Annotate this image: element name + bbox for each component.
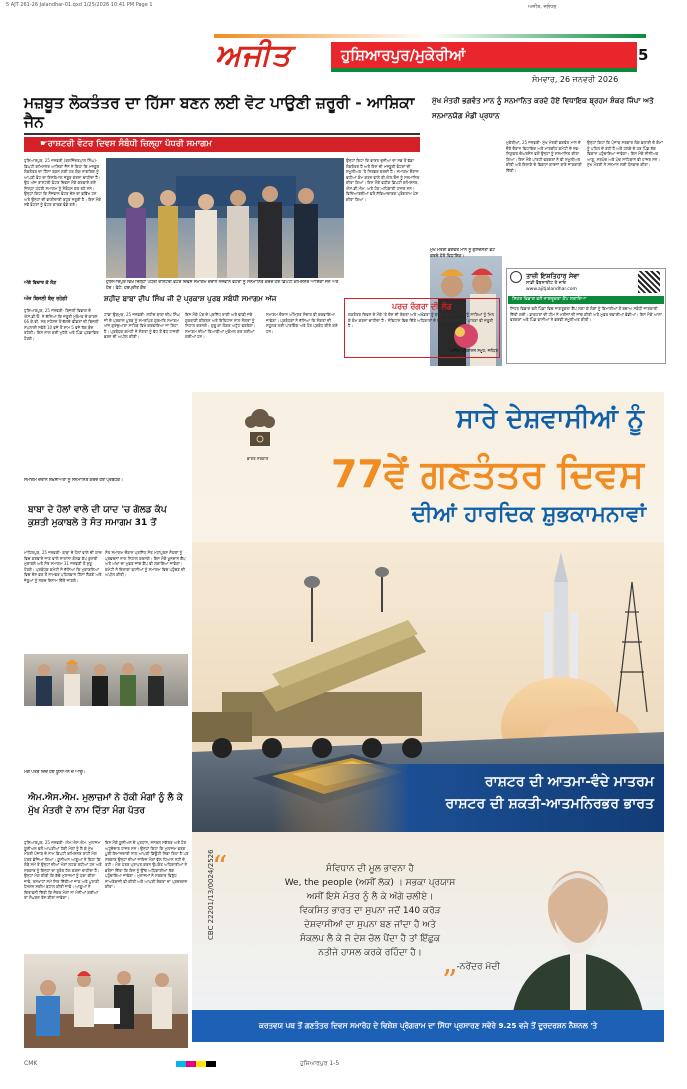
main-headline: ਮਜ਼ਬੂਤ ਲੋਕਤੰਤਰ ਦਾ ਹਿੱਸਾ ਬਣਨ ਲਈ ਵੋਟ ਪਾਉਣੀ ਜ਼ਰੂਰੀ - ਆਸ਼ਿਕਾ ਜੈਨ <box>24 94 415 131</box>
pm-portrait <box>492 847 664 1017</box>
main-subhead: ☛ਰਾਸ਼ਟਰੀ ਵੋਟਰ ਦਿਵਸ ਸੰਬੰਧੀ ਜ਼ਿਲ੍ਹਾ ਪੱਧਰੀ ਸਮਾਗਮ <box>24 137 420 152</box>
left-story2-col1: ਮਾਹਿਲਪੁਰ, 25 ਜਨਵਰੀ- ਬਾਬਾ ਦੇ ਹੋਲਾਂ ਵਾਲੇ ਦੀ ਯਾਦ ਵਿਚ ਕਰਵਾਏ ਜਾਣ ਵਾਲੇ ਸਾਲਾਨਾ ਗੋਲਡ ਕੱਪ ਕੁਸ਼ਤੀ ਮੁਕਾਬਲੇ ਅਤੇ ਸੰਤ ਸਮਾਗਮ 31 ਜਨਵਰੀ ਤੋਂ ਸ਼ੁਰੂ ਹੋਣਗੇ। ਪ੍ਰਬੰਧਕ ਕਮੇਟੀ ਨੇ ਦੱਸਿਆ ਕਿ ਮੁਕਾਬਲਿਆਂ ਵਿਚ ਦੇਸ਼ ਭਰ ਤੋਂ ਨਾਮਵਰ ਪਹਿਲਵਾਨ ਹਿੱਸਾ ਲੈਣਗੇ ਅਤੇ ਜੇਤੂਆਂ ਨੂੰ ਨਕਦ ਇਨਾਮ ਦਿੱਤੇ ਜਾਣਗੇ। <box>24 550 102 583</box>
people-silhouettes <box>106 158 344 278</box>
ad-greeting-line2: 77ਵੇਂ ਗਣਤੰਤਰ ਦਿਵਸ <box>330 452 644 496</box>
left-photo2-caption: ਮੰਗ ਪੱਤਰ ਦਿੰਦੇ ਹੋਏ ਯੂਨੀਅਨ ਦੇ ਆਗੂ। <box>24 770 86 775</box>
ad-slogan-1: ਰਾਸ਼ਟਰ ਦੀ ਆਤਮਾ-ਵੰਦੇ ਮਾਤਰਮ <box>484 774 654 790</box>
left-head-power: ਅੱਜ ਬਿਜਲੀ ਬੰਦ ਰਹੇਗੀ <box>24 296 68 302</box>
left-story2-col2: ਸੰਤ ਸਮਾਗਮ ਦੌਰਾਨ ਪ੍ਰਸਿੱਧ ਸੰਤ ਮਹਾਂਪੁਰਸ਼ ਸੰਗਤਾਂ ਨੂੰ ਪ੍ਰਵਚਨਾਂ ਨਾਲ ਨਿਹਾਲ ਕਰਨਗੇ। ਇਸ ਮੌਕੇ ਖੂਨਦਾਨ ਕੈਂਪ ਅਤੇ ਅੱਖਾਂ ਦਾ ਮੁਫ਼ਤ ਜਾਂਚ ਕੈਂਪ ਵੀ ਲਗਾਇਆ ਜਾਵੇਗਾ। ਕਮੇਟੀ ਨੇ ਇਲਾਕਾ ਵਾਸੀਆਂ ਨੂੰ ਸਮਾਗਮ ਵਿਚ ਪਹੁੰਚਣ ਦੀ ਅਪੀਲ ਕੀਤੀ। <box>105 550 186 577</box>
qr-code-icon <box>638 271 660 293</box>
voter-day-photo <box>106 158 344 278</box>
ad-greeting-line3: ਦੀਆਂ ਹਾਰਦਿਕ ਸ਼ੁਭਕਾਮਨਾਵਾਂ <box>411 502 646 527</box>
left-photo-caption: ਸਮਾਗਮ ਦੌਰਾਨ ਸ਼ਖ਼ਸੀਅਤਾਂ ਨੂੰ ਸਨਮਾਨਿਤ ਕਰਦੇ ਹੋਏ ਪ੍ਰਬੰਧਕ। <box>24 478 123 483</box>
close-quote-icon: ” <box>442 964 458 999</box>
notice-subtitle: ਸਾਡੀ ਵੈੱਬਸਾਈਟ ਤੇ ਜਾਓ <box>526 281 567 286</box>
left-headline-3: ਐਮ.ਐਸ.ਐਮ. ਮੁਲਾਜ਼ਮਾਂ ਨੇ ਹੱਕੀ ਮੰਗਾਂ ਨੂੰ ਲੈ ਕੇ ਮੁੱਖ ਮੰਤਰੀ ਦੇ ਨਾਮ ਦਿੱਤਾ ਮੰਗ ਪੱਤਰ <box>28 793 183 816</box>
rocket-body <box>554 582 568 682</box>
mid-story-col2: ਇਸ ਮੌਕੇ ਪੰਥ ਦੇ ਪ੍ਰਸਿੱਧ ਰਾਗੀ ਅਤੇ ਢਾਡੀ ਜਥੇ ਗੁਰਬਾਣੀ ਕੀਰਤਨ ਅਤੇ ਇਤਿਹਾਸ ਨਾਲ ਸੰਗਤਾਂ ਨੂੰ ਨਿਹਾਲ ਕਰਨਗੇ। ਗੁਰੂ ਕਾ ਲੰਗਰ ਅਟੁੱਟ ਵਰਤੇਗਾ। ਸਮਾਗਮ ਦੀਆਂ ਤਿਆਰੀਆਂ ਮੁਕੰਮਲ ਕਰ ਲਈਆਂ ਗਈਆਂ ਹਨ। <box>185 312 256 339</box>
print-color-mark: CMK <box>24 1060 38 1067</box>
notice-text: ਸਿਹਤ ਵਿਭਾਗ ਵਲੋਂ ਪਿੰਡਾਂ ਵਿਚ ਜਾਗਰੂਕਤਾ ਕੈਂਪ ਲਗਾ ਕੇ ਲੋਕਾਂ ਨੂੰ ਬਿਮਾਰੀਆਂ ਤੋਂ ਬਚਾਅ ਸਬੰਧੀ ਜਾਣਕਾਰੀ ਦਿੱਤੀ ਗਈ। ਡਾਕਟਰਾਂ ਦੀ ਟੀਮ ਨੇ ਮਰੀਜ਼ਾਂ ਦੀ ਜਾਂਚ ਕੀਤੀ ਅਤੇ ਮੁਫ਼ਤ ਦਵਾਈਆਂ ਵੰਡੀਆਂ। ਇਸ ਮੌਕੇ ਆਸ਼ਾ ਵਰਕਰਾਂ ਅਤੇ ਪਿੰਡ ਵਾਸੀਆਂ ਨੇ ਭਰਵੀਂ ਸ਼ਮੂਲੀਅਤ ਕੀਤੀ। <box>510 306 662 322</box>
quote-line-3: ਅਸੀਂ ਇਸੇ ਮੰਤਰ ਨੂੰ ਲੈ ਕੇ ਅੱਗੇ ਚਲੀਏ। <box>306 892 434 902</box>
mid-headline: ਸ਼ਹੀਦ ਬਾਬਾ ਦੀਪ ਸਿੰਘ ਜੀ ਦੇ ਪ੍ਰਕਾਸ਼ ਪੁਰਬ ਸਬੰਧੀ ਸਮਾਗਮ ਅੱਜ <box>104 294 277 303</box>
mid-story-col1: ਟਾਂਡਾ ਉੜਮੁੜ, 25 ਜਨਵਰੀ- ਸ਼ਹੀਦ ਬਾਬਾ ਦੀਪ ਸਿੰਘ ਜੀ ਦੇ ਪ੍ਰਕਾਸ਼ ਪੁਰਬ ਨੂੰ ਸਮਰਪਿਤ ਗੁਰਮਤਿ ਸਮਾਗਮ ਅੱਜ ਗੁਰਦੁਆਰਾ ਸਾਹਿਬ ਵਿਖੇ ਕਰਵਾਇਆ ਜਾ ਰਿਹਾ ਹੈ। ਪ੍ਰਬੰਧਕ ਕਮੇਟੀ ਨੇ ਸੰਗਤਾਂ ਨੂੰ ਵੱਧ ਤੋਂ ਵੱਧ ਹਾਜ਼ਰੀ ਭਰਨ ਦੀ ਅਪੀਲ ਕੀਤੀ। <box>104 312 180 339</box>
rule <box>24 133 420 135</box>
left-story3-col1: ਹੁਸ਼ਿਆਰਪੁਰ, 25 ਜਨਵਰੀ- ਐਮ.ਐਸ.ਐਮ. ਮੁਲਾਜ਼ਮ ਯੂਨੀਅਨ ਵਲੋਂ ਆਪਣੀਆਂ ਹੱਕੀ ਮੰਗਾਂ ਨੂੰ ਲੈ ਕੇ ਮੁੱਖ ਮੰਤਰੀ ਪੰਜਾਬ ਦੇ ਨਾਮ ਡਿਪਟੀ ਕਮਿਸ਼ਨਰ ਰਾਹੀਂ ਮੰਗ ਪੱਤਰ ਭੇਜਿਆ ਗਿਆ। ਯੂਨੀਅਨ ਆਗੂਆਂ ਨੇ ਕਿਹਾ ਕਿ ਲੰਬੇ ਸਮੇਂ ਤੋਂ ਉਨ੍ਹਾਂ ਦੀਆਂ ਮੰਗਾਂ ਲਟਕ ਰਹੀਆਂ ਹਨ ਅਤੇ ਸਰਕਾਰ ਨੂੰ ਇਨ੍ਹਾਂ ਦਾ ਤੁਰੰਤ ਹੱਲ ਕਰਨਾ ਚਾਹੀਦਾ ਹੈ। ਉਨ੍ਹਾਂ ਮੰਗ ਕੀਤੀ ਕਿ ਕੱਚੇ ਮੁਲਾਜ਼ਮਾਂ ਨੂੰ ਪੱਕਾ ਕੀਤਾ ਜਾਵੇ, ਤਨਖਾਹਾਂ ਸਮੇਂ ਸਿਰ ਦਿੱਤੀਆਂ ਜਾਣ ਅਤੇ ਪੁਰਾਣੀ ਪੈਨਸ਼ਨ ਸਕੀਮ ਬਹਾਲ ਕੀਤੀ ਜਾਵੇ। ਆਗੂਆਂ ਨੇ ਚਿਤਾਵਨੀ ਦਿੱਤੀ ਕਿ ਜੇਕਰ ਮੰਗਾਂ ਨਾ ਮੰਨੀਆਂ ਗਈਆਂ ਤਾਂ ਸੰਘਰਸ਼ ਤੇਜ਼ ਕੀਤਾ ਜਾਵੇਗਾ। <box>24 840 102 900</box>
quote-line-6: ਸੰਕਲਪ ਲੈ ਕੇ ਜੋ ਦੇਸ਼ ਚੱਲ ਪੈਂਦਾ ਹੈ ਤਾਂ ਇੱਛੁਕ <box>299 934 440 944</box>
print-info-right: ਅਜੀਤ, ਜਲੰਧਰ <box>528 4 557 10</box>
right-story-col2: ਉਨ੍ਹਾਂ ਕਿਹਾ ਕਿ ਪੰਜਾਬ ਸਰਕਾਰ ਲੋਕ ਭਲਾਈ ਦੇ ਕੰਮਾਂ ਨੂੰ ਪਹਿਲ ਦੇ ਰਹੀ ਹੈ ਅਤੇ ਹਲਕੇ ਦੇ ਹਰ ਪਿੰਡ ਤੱਕ ਵਿਕਾਸ ਪਹੁੰਚਾਇਆ ਜਾਵੇਗਾ। ਇਸ ਮੌਕੇ ਸੀਨੀਅਰ ਆਗੂ, ਸਰਪੰਚ ਅਤੇ ਪੰਚ ਸਾਹਿਬਾਨ ਵੀ ਹਾਜ਼ਰ ਸਨ। ਮੁੱਖ ਮੰਤਰੀ ਨੇ ਸਨਮਾਨ ਲਈ ਧੰਨਵਾਦ ਕੀਤਾ। <box>587 140 663 167</box>
quote-line-5: ਦੇਸ਼ਵਾਸੀਆਂ ਦਾ ਸੁਪਨਾ ਬਣ ਜਾਂਦਾ ਹੈ ਅਤੇ <box>304 920 436 930</box>
quote-author: -ਨਰੇਂਦਰ ਮੋਦੀ <box>456 962 500 972</box>
right-headline: ਮੁੱਖ ਮੰਤਰੀ ਭਗਵੰਤ ਮਾਨ ਨੂੰ ਸਨਮਾਨਿਤ ਕਰਦੇ ਹੋਏ ਵਿਧਾਇਕ ਬ੍ਰਹਮ ਸ਼ੰਕਰ ਜਿੰਪਾ ਅਤੇ ਸਨਮਾਨਯੋਗ ਮੰਡੀ ਪ੍ਰਧਾਨ <box>432 96 654 120</box>
quote-line-1: ਸੰਵਿਧਾਨ ਦੀ ਮੂਲ ਭਾਵਨਾ ਹੈ <box>326 864 414 874</box>
main-more-label: ਅੱਗੇ ਵਿਚਾਰ ਕੇ ਲੋੜ <box>24 281 57 286</box>
color-registration-bar <box>176 1061 216 1067</box>
seal-icon <box>510 271 522 283</box>
open-quote-icon: “ <box>212 850 228 885</box>
notice-url: www.ajitjalandhar.com <box>526 287 577 292</box>
poem-text: ਗਣਤੰਤਰ ਦਿਵਸ ਦੇ ਮੌਕੇ 'ਤੇ ਦੇਸ਼ ਦੀ ਏਕਤਾ ਅਤੇ ਅਖੰਡਤਾ ਨੂੰ ਕਾਇਮ ਰੱਖਣ ਲਈ ਸਾਨੂੰ ਸਾਰਿਆਂ ਨੂੰ ਮਿਲ ਕੇ ਕੰਮ ਕਰਨਾ ਚਾਹੀਦਾ ਹੈ। ਸੰਵਿਧਾਨ ਵਿਚ ਦਿੱਤੇ ਅਧਿਕਾਰਾਂ ਦੇ ਨਾਲ-ਨਾਲ ਫਰਜ਼ਾਂ ਦੀ ਪਾਲਣਾ ਵੀ ਜ਼ਰੂਰੀ ਹੈ। <box>348 312 495 328</box>
poem-signature: 'ਅਜੀਤ' ਪ੍ਰਕਾਸ਼ਨ ਸਮੂਹ, ਜਲੰਧਰ <box>448 348 498 353</box>
republic-day-ad <box>192 392 664 1042</box>
cm-photo-caption: ਮੁੱਖ ਮੰਤਰੀ ਭਗਵੰਤ ਮਾਨ ਨੂੰ ਗੁਲਦਸਤਾ ਭੇਟ ਕਰਦੇ ਹੋਏ ਵਿਧਾਇਕ। <box>430 248 495 259</box>
edition-title: ਹੁਸ਼ਿਆਰਪੁਰ/ਮੁਕੇਰੀਆਂ <box>331 42 637 68</box>
print-info: 5 AJT 261-26 Jalandhar-01.qxd 1/25/2026 10:41 PM Page 1 <box>6 2 153 8</box>
ad-code: CBC 22201/13/0024/2526 <box>207 849 215 940</box>
notice-title: ਤਾਜ਼ੀ ਇਸ਼ਤਿਹਾਰ ਸੇਵਾ <box>526 272 580 280</box>
dateline: ਸੋਮਵਾਰ, 26 ਜਨਵਰੀ 2026 <box>532 75 619 84</box>
main-photo-caption <box>106 280 344 292</box>
quote-line-2: We, the people (ਅਸੀਂ ਲੋਕ) । ਸਭਕਾ ਪ੍ਰਯਾਸ <box>284 878 456 888</box>
emblem-label: ਭਾਰਤ ਸਰਕਾਰ <box>247 456 269 461</box>
page-number: 5 <box>638 46 649 64</box>
edition-underline <box>331 68 637 72</box>
main-story-text-col2: ਉਨ੍ਹਾਂ ਕਿਹਾ ਕਿ ਭਾਰਤ ਦੁਨੀਆ ਦਾ ਸਭ ਤੋਂ ਵੱਡਾ ਲੋਕਤੰਤਰ ਹੈ ਅਤੇ ਇਸ ਦੀ ਮਜ਼ਬੂਤੀ ਵੋਟਰਾਂ ਦੀ ਸ਼ਮੂਲੀਅਤ 'ਤੇ ਨਿਰਭਰ ਕਰਦੀ ਹੈ। ਸਮਾਗਮ ਦੌਰਾਨ ਵਧੀਆ ਕੰਮ ਕਰਨ ਵਾਲੇ ਬੀ.ਐਲ.ਓਜ਼ ਨੂੰ ਸਨਮਾਨਿਤ ਕੀਤਾ ਗਿਆ। ਇਸ ਮੌਕੇ ਵਧੀਕ ਡਿਪਟੀ ਕਮਿਸ਼ਨਰ, ਐਸ.ਡੀ.ਐਮ. ਅਤੇ ਹੋਰ ਅਧਿਕਾਰੀ ਹਾਜ਼ਰ ਸਨ। ਵਿਦਿਆਰਥੀਆਂ ਵਲੋਂ ਸੱਭਿਆਚਾਰਕ ਪ੍ਰੋਗਰਾਮ ਪੇਸ਼ ਕੀਤਾ ਗਿਆ। <box>346 158 420 202</box>
poem-title: ਪਰਚ ਰੰਗਰਾ ਦੀ ਲੋਡ <box>392 302 452 311</box>
page-footer-mark: ਹੁਸ਼ਿਆਰਪੁਰ 1-5 <box>300 1060 340 1067</box>
main-photo-caption-text: ਹੁਸ਼ਿਆਰਪੁਰ ਵਿਖੇ ਜ਼ਿਲ੍ਹਾ ਪੱਧਰੀ ਰਾਸ਼ਟਰੀ ਵੋਟਰ ਦਿਵਸ ਸਮਾਗਮ ਦੌਰਾਨ ਨੌਜਵਾਨ ਵੋਟਰਾਂ ਨੂੰ ਸਨਮਾਨਿਤ ਕਰਦੇ ਹੋਏ ਡਿਪਟੀ ਕਮਿਸ਼ਨਰ ਆਸ਼ਿਕਾ ਜੈਨ ਅਤੇ ਹੋਰ। <box>106 280 339 291</box>
ad-greeting-line1: ਸਾਰੇ ਦੇਸ਼ਵਾਸੀਆਂ ਨੂੰ <box>456 404 644 434</box>
right-story-col1: ਮੁਕੇਰੀਆਂ, 25 ਜਨਵਰੀ- ਮੁੱਖ ਮੰਤਰੀ ਭਗਵੰਤ ਮਾਨ ਦੇ ਦੌਰੇ ਦੌਰਾਨ ਵਿਧਾਇਕ ਅਤੇ ਮਾਰਕੀਟ ਕਮੇਟੀ ਦੇ ਨਵ-ਨਿਯੁਕਤ ਚੇਅਰਮੈਨ ਵਲੋਂ ਉਨ੍ਹਾਂ ਨੂੰ ਸਨਮਾਨਿਤ ਕੀਤਾ ਗਿਆ। ਇਸ ਮੌਕੇ ਪਾਰਟੀ ਵਰਕਰਾਂ ਨੇ ਵੀ ਸ਼ਮੂਲੀਅਤ ਕੀਤੀ ਅਤੇ ਇਲਾਕੇ ਦੇ ਵਿਕਾਸ ਕਾਰਜਾਂ ਬਾਰੇ ਜਾਣਕਾਰੀ ਦਿੱਤੀ। <box>506 140 582 173</box>
main-photo-credit: ਫੋਟੋ: ਹਰਪ੍ਰੀਤ ਕੌਰ <box>115 285 146 291</box>
quote-line-4: ਵਿਕਸਿਤ ਭਾਰਤ ਦਾ ਸੁਪਨਾ ਜਦੋਂ 140 ਕਰੋੜ <box>299 906 441 916</box>
left-headline-2: ਬਾਬਾ ਦੇ ਹੋਲਾਂ ਵਾਲੇ ਦੀ ਯਾਦ 'ਚ ਗੋਲਡ ਕੱਪ ਕੁਸ਼ਤੀ ਮੁਕਾਬਲੇ ਤੇ ਸੰਤ ਸਮਾਗਮ 31 ਤੋਂ <box>28 505 167 528</box>
ad-footer: ਕਰਤਵਯ ਪਥ ਤੋਂ ਗਣਤੰਤਰ ਦਿਵਸ ਸਮਾਰੋਹ ਦੇ ਵਿਸ਼ੇਸ਼ ਪ੍ਰੋਗਰਾਮ ਦਾ ਸਿੱਧਾ ਪ੍ਰਸਾਰਣ ਸਵੇਰੇ 9.25 ਵਜੇ ਤੋਂ ਦੂਰਦਰਸ਼ਨ ਨੈਸ਼ਨਲ 'ਤੇ <box>192 1010 664 1042</box>
left-story3-col2: ਇਸ ਮੌਕੇ ਯੂਨੀਅਨ ਦੇ ਪ੍ਰਧਾਨ, ਜਨਰਲ ਸਕੱਤਰ ਅਤੇ ਹੋਰ ਅਹੁਦੇਦਾਰ ਹਾਜ਼ਰ ਸਨ। ਉਨ੍ਹਾਂ ਕਿਹਾ ਕਿ ਮੁਲਾਜ਼ਮ ਵਰਗ ਪੂਰੀ ਇਮਾਨਦਾਰੀ ਨਾਲ ਆਪਣੀ ਡਿਊਟੀ ਨਿਭਾ ਰਿਹਾ ਹੈ ਪਰ ਸਰਕਾਰ ਉਨ੍ਹਾਂ ਦੀਆਂ ਜਾਇਜ਼ ਮੰਗਾਂ ਵੱਲ ਧਿਆਨ ਨਹੀਂ ਦੇ ਰਹੀ। ਮੰਗ ਪੱਤਰ ਪ੍ਰਾਪਤ ਕਰਨ ਉਪਰੰਤ ਅਧਿਕਾਰੀਆਂ ਨੇ ਭਰੋਸਾ ਦਿੱਤਾ ਕਿ ਇਸ ਨੂੰ ਉੱਚ ਅਧਿਕਾਰੀਆਂ ਤੱਕ ਪਹੁੰਚਾਇਆ ਜਾਵੇਗਾ। ਮੁਲਾਜ਼ਮਾਂ ਨੇ ਸਰਕਾਰ ਵਿਰੁੱਧ ਨਾਅਰੇਬਾਜ਼ੀ ਵੀ ਕੀਤੀ ਅਤੇ ਆਪਣੀ ਏਕਤਾ ਦਾ ਪ੍ਰਦਰਸ਼ਨ ਕੀਤਾ। <box>105 840 189 889</box>
ad-slogan-2: ਰਾਸ਼ਟਰ ਦੀ ਸ਼ਕਤੀ-ਆਤਮਨਿਰਭਰ ਭਾਰਤ <box>445 796 654 812</box>
notice-head: ਸਿਹਤ ਵਿਭਾਗ ਵਲੋਂ ਜਾਗਰੂਕਤਾ ਕੈਂਪ ਲਗਾਇਆ <box>508 296 664 304</box>
left-story-power-text: ਹੁਸ਼ਿਆਰਪੁਰ, 25 ਜਨਵਰੀ- ਬਿਜਲੀ ਵਿਭਾਗ ਦੇ ਐਸ.ਡੀ.ਓ. ਨੇ ਦੱਸਿਆ ਕਿ ਜ਼ਰੂਰੀ ਮੁਰੰਮਤ ਦੇ ਕਾਰਨ 66 ਕੇ.ਵੀ. ਸਬ ਸਟੇਸ਼ਨ ਤੋਂ ਚੱਲਦੇ ਫੀਡਰਾਂ ਦੀ ਬਿਜਲੀ ਸਪਲਾਈ ਸਵੇਰੇ 10 ਵਜੇ ਤੋਂ ਸ਼ਾਮ 5 ਵਜੇ ਤੱਕ ਬੰਦ ਰਹੇਗੀ। ਇਸ ਨਾਲ ਕਈ ਮੁਹੱਲੇ ਅਤੇ ਪਿੰਡ ਪ੍ਰਭਾਵਿਤ ਹੋਣਗੇ। <box>24 308 99 341</box>
main-story-text: ਹੁਸ਼ਿਆਰਪੁਰ, 25 ਜਨਵਰੀ (ਬਲਜਿੰਦਰਪਾਲ ਸਿੰਘ)- ਡਿਪਟੀ ਕਮਿਸ਼ਨਰ ਆਸ਼ਿਕਾ ਜੈਨ ਨੇ ਕਿਹਾ ਕਿ ਮਜ਼ਬੂਤ ਲੋਕਤੰਤਰ ਦਾ ਹਿੱਸਾ ਬਣਨ ਲਈ ਹਰ ਯੋਗ ਨਾਗਰਿਕ ਨੂੰ ਆਪਣੀ ਵੋਟ ਦਾ ਇਸਤੇਮਾਲ ਜ਼ਰੂਰ ਕਰਨਾ ਚਾਹੀਦਾ ਹੈ। ਉਹ ਅੱਜ ਰਾਸ਼ਟਰੀ ਵੋਟਰ ਦਿਵਸ ਮੌਕੇ ਕਰਵਾਏ ਗਏ ਜ਼ਿਲ੍ਹਾ ਪੱਧਰੀ ਸਮਾਗਮ ਨੂੰ ਸੰਬੋਧਨ ਕਰ ਰਹੇ ਸਨ। ਉਨ੍ਹਾਂ ਕਿਹਾ ਕਿ ਨੌਜਵਾਨ ਵੋਟਰ ਦੇਸ਼ ਦਾ ਭਵਿੱਖ ਹਨ ਅਤੇ ਉਨ੍ਹਾਂ ਦੀ ਭਾਗੀਦਾਰੀ ਬਹੁਤ ਜ਼ਰੂਰੀ ਹੈ। ਇਸ ਮੌਕੇ ਨਵੇਂ ਵੋਟਰਾਂ ਨੂੰ ਵੋਟਰ ਕਾਰਡ ਵੰਡੇ ਗਏ। <box>24 158 101 207</box>
quote-line-7: ਨਤੀਜੇ ਹਾਸਲ ਕਰਕੇ ਰਹਿੰਦਾ ਹੈ। <box>318 948 422 958</box>
ad-quote <box>240 862 500 974</box>
masthead-logo: ਅਜੀਤ <box>215 38 292 73</box>
mid-story-col3: ਸਮਾਗਮ ਦੌਰਾਨ ਅੰਮ੍ਰਿਤ ਸੰਚਾਰ ਵੀ ਕਰਵਾਇਆ ਜਾਵੇਗਾ। ਪ੍ਰਬੰਧਕਾਂ ਨੇ ਦੱਸਿਆ ਕਿ ਸੰਗਤਾਂ ਦੀ ਸਹੂਲਤ ਲਈ ਪਾਰਕਿੰਗ ਅਤੇ ਹੋਰ ਪ੍ਰਬੰਧ ਕੀਤੇ ਗਏ ਹਨ। <box>266 312 338 334</box>
